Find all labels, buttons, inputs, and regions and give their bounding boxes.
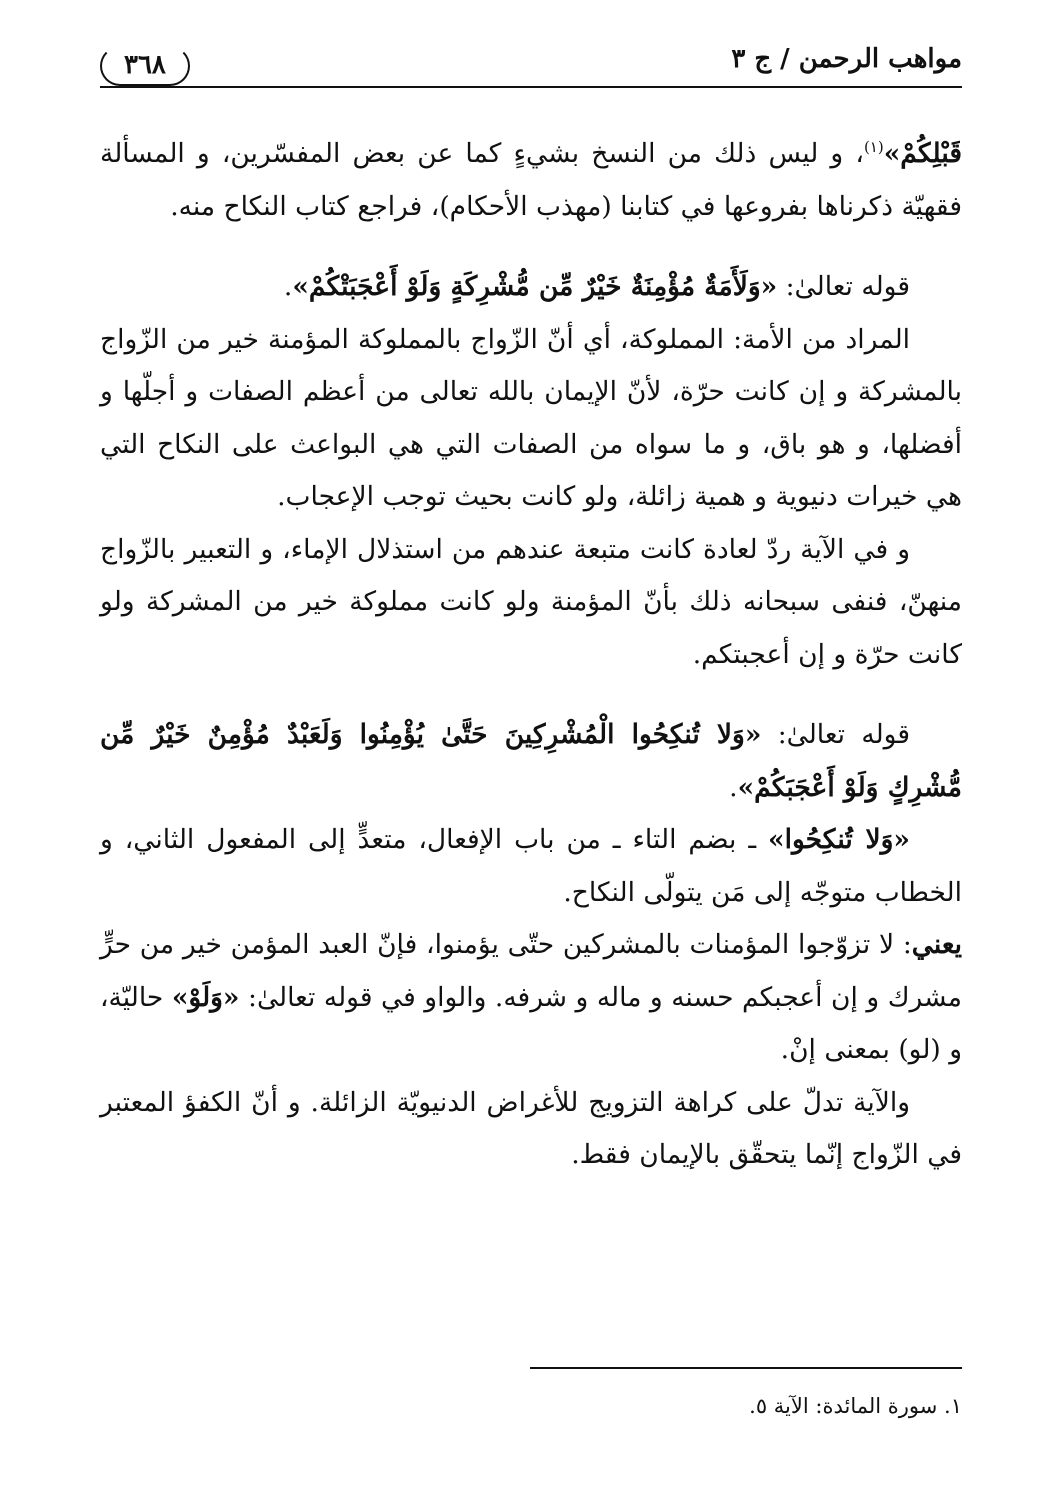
page-number: ٣٦٨ (100, 46, 190, 86)
paragraph (100, 128, 962, 233)
book-title: مواهب الرحمن / ج ٣ (731, 44, 962, 74)
text-run: قوله تعالىٰ: (761, 719, 910, 750)
text-run: ، و ليس ذلك من النسخ بشيءٍ كما عن بعض المفسّرين، و المسألة فقهيّة ذكرناها بفروعها في كتابنا (مهذب الأحكام)، فراجع كتاب النكاح منه. (100, 138, 962, 222)
quran-quote: قَبْلِكُمْ» (883, 138, 962, 169)
quran-quote: «وَلَوْ» (171, 981, 240, 1013)
paragraph (100, 709, 962, 814)
footnote: ١. سورة المائدة: الآية ٥. (749, 1394, 962, 1418)
paragraph (100, 814, 962, 919)
text-run: ـ بضم التاء ـ من باب الإفعال، متعدٍّ إلى المفعول الثاني، و الخطاب متوجّه إلى مَن يتولّى النكاح. (100, 824, 962, 908)
footnote-rule (530, 1367, 962, 1369)
text-run: . (283, 271, 293, 302)
paragraph (100, 1077, 962, 1182)
footnote-marker: (١) (863, 138, 884, 157)
paragraph (100, 314, 962, 524)
text-run: قوله تعالىٰ: (777, 271, 910, 302)
body-text (100, 128, 962, 1182)
text-run: والآية تدلّ على كراهة التزويج للأغراض الدنيويّة الزائلة. و أنّ الكفؤ المعتبر في الزّواج إنّما يتحقّق بالإيمان فقط. (100, 1086, 962, 1170)
text-run: و في الآية ردّ لعادة كانت متبعة عندهم من استذلال الإماء، و التعبير بالزّواج منهنّ، فنفى سبحانه ذلك بأنّ المؤمنة ولو كانت مملوكة خير من المشركة ولو كانت حرّة و إن أعجبتكم. (100, 533, 962, 670)
paragraph (100, 919, 962, 1077)
quran-quote: «وَلَأَمَةٌ مُؤْمِنَةٌ خَيْرٌ مِّن مُّشْرِكَةٍ وَلَوْ أَعْجَبَتْكُمْ» (292, 271, 778, 302)
paragraph (100, 524, 962, 682)
text-run: : لا تزوّجوا المؤمنات بالمشركين حتّى يؤمنوا، فإنّ العبد المؤمن خير من حرٍّ مشرك و إن أعجبكم حسنه و ماله و شرفه. والواو في قوله تعالىٰ: (100, 929, 962, 1013)
text-run: المراد من الأمة: المملوكة، أي أنّ الزّواج بالمملوكة المؤمنة خير من الزّواج بالمشركة و إن كانت حرّة، لأنّ الإيمان بالله تعالى من أعظم الصفات و أجلّها و أفضلها، و هو باق، و ما سواه من الصفات التي هي البواعث على النكاح التي هي خيرات دنيوية و همية زائلة، ولو كانت بحيث توجب الإعجاب. (100, 323, 962, 512)
quran-quote: «وَلا تُنكِحُوا الْمُشْرِكِينَ حَتَّىٰ يُؤْمِنُوا وَلَعَبْدٌ مُؤْمِنٌ خَيْرٌ مِّن مُّشْرِكٍ وَلَوْ أَعْجَبَكُمْ» (100, 719, 962, 803)
lead-word: يعني (911, 929, 962, 960)
paragraph (100, 261, 962, 314)
text-run: . (729, 771, 738, 803)
header-rule (100, 86, 962, 88)
page-header (100, 38, 962, 100)
quran-quote: «وَلا تُنكِحُوا» (768, 824, 910, 855)
text-run: حاليّة، و (لو) بمعنى إنْ. (100, 981, 962, 1065)
